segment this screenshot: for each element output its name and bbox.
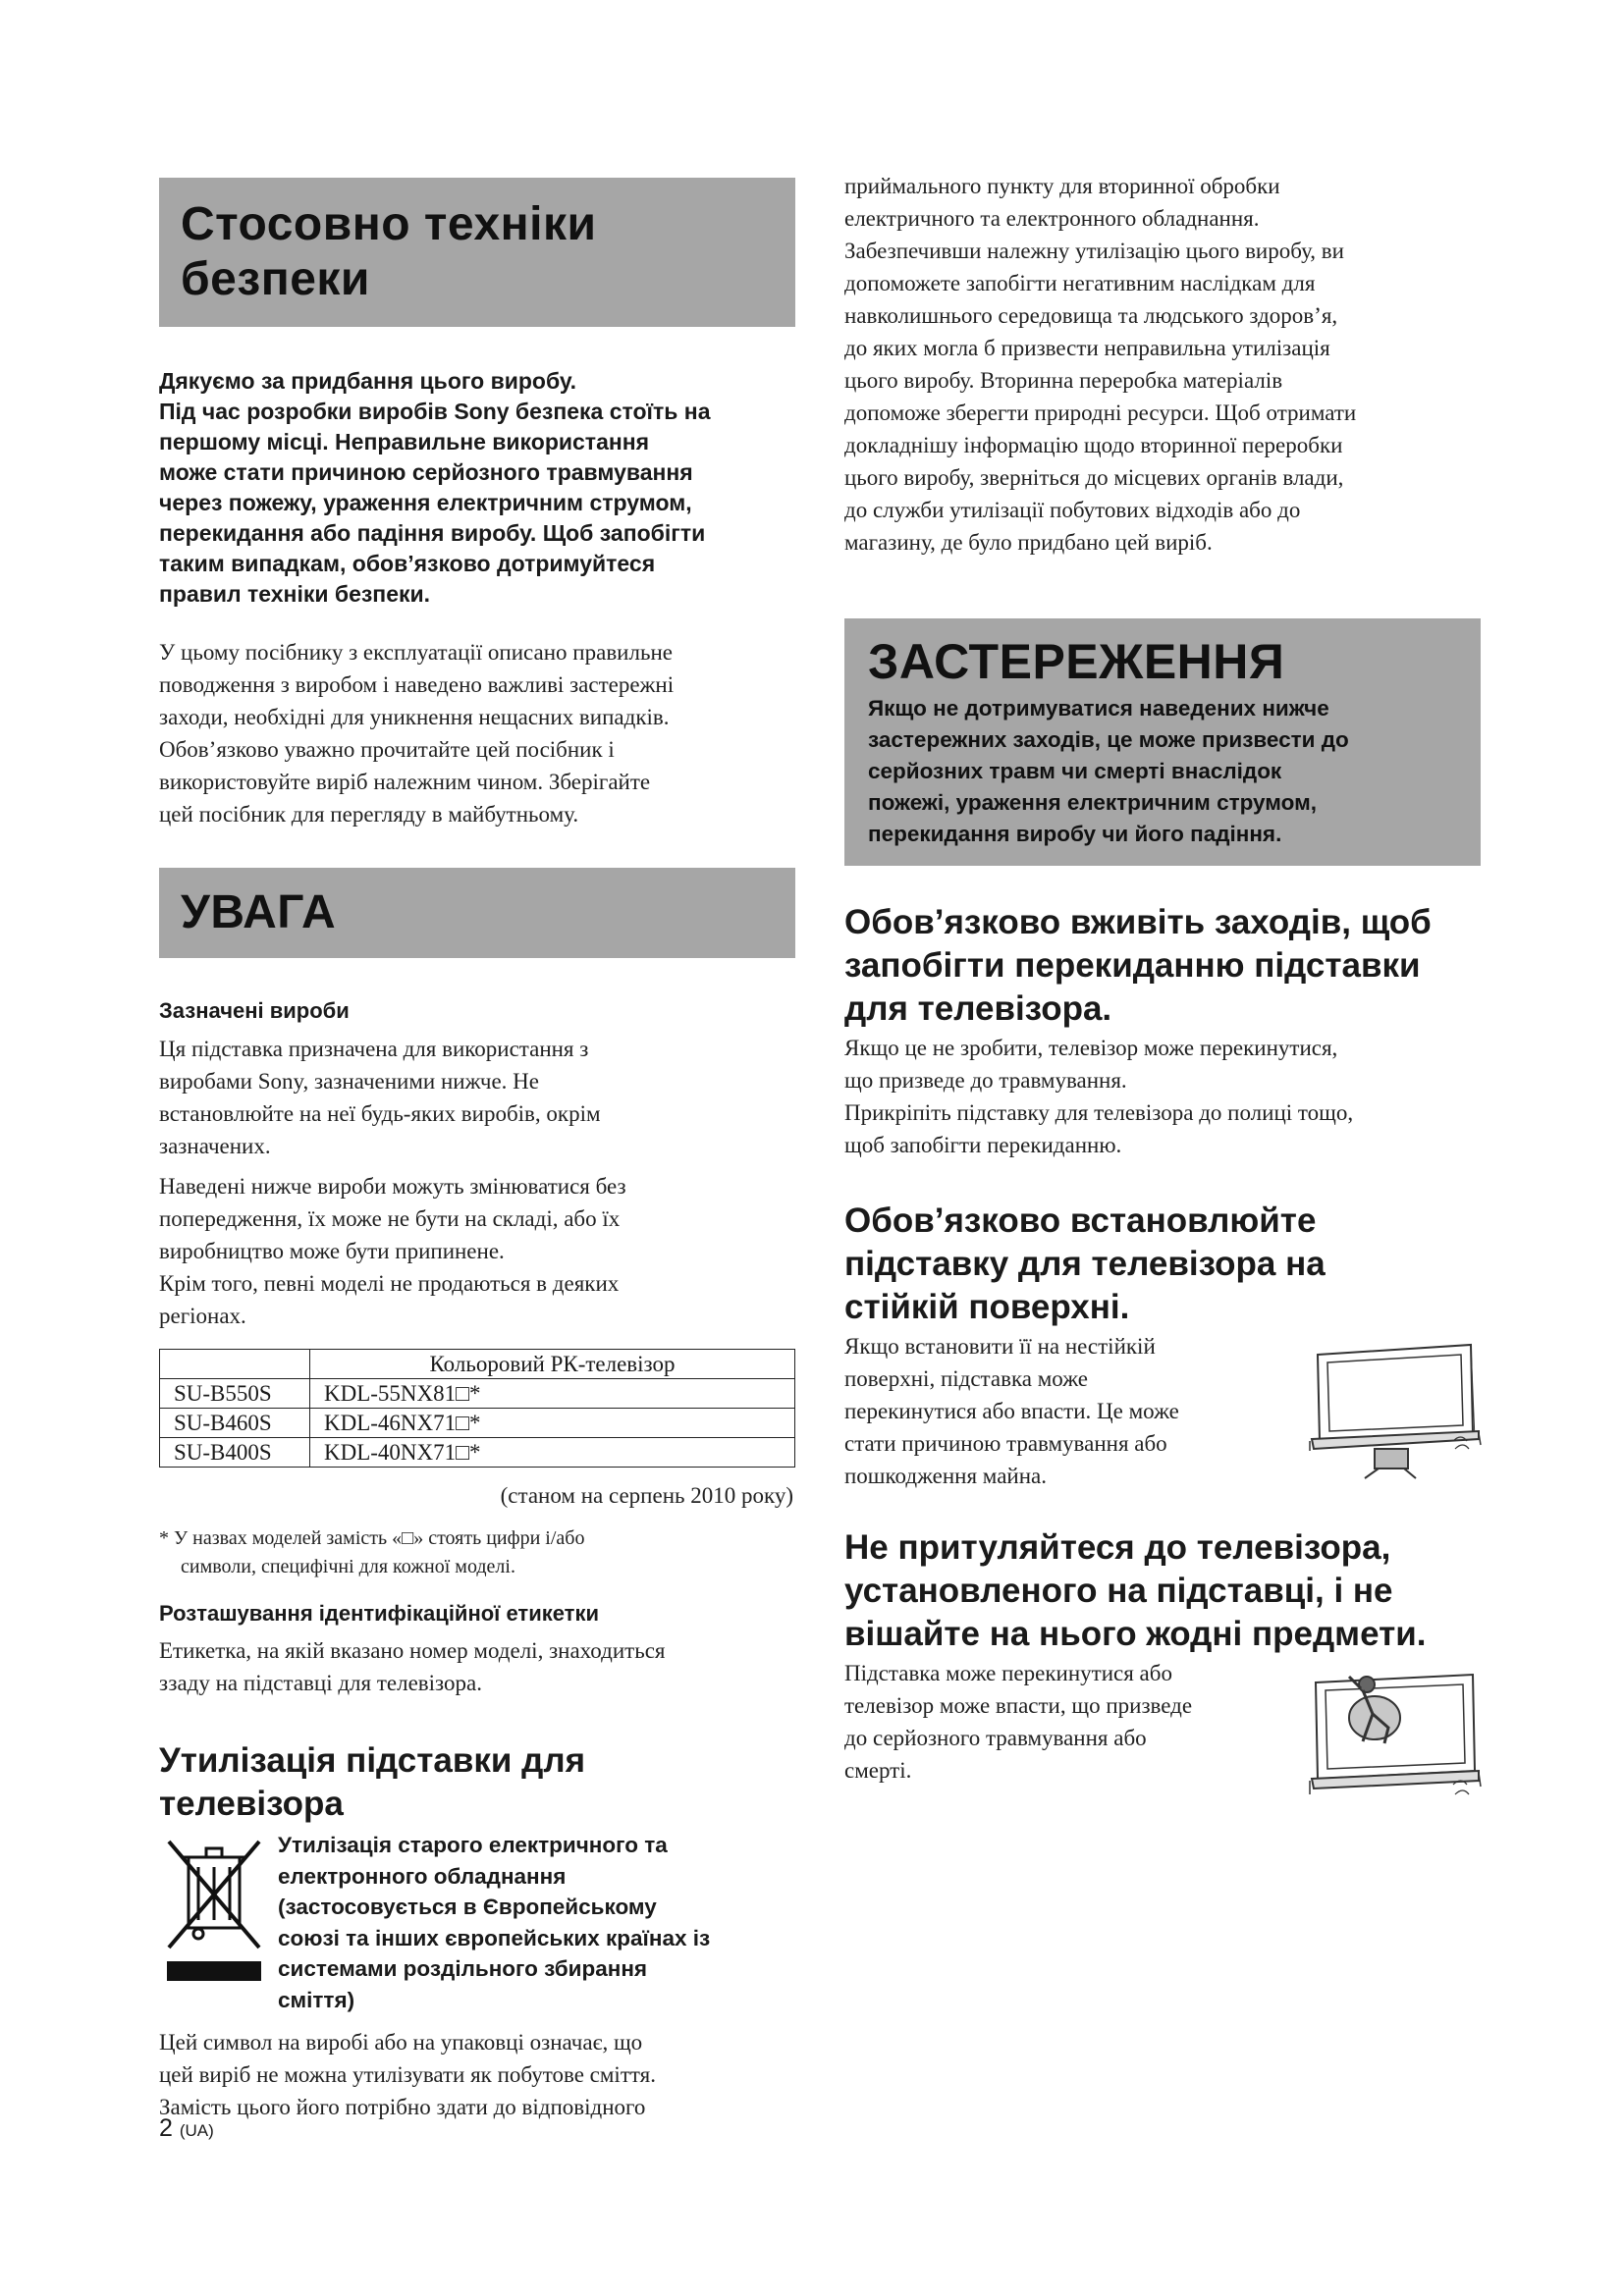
safety-title-line-2: безпеки [181, 253, 370, 305]
section1-heading: Обов’язково вживіть заходів, щоб запобігти перекиданню підставки для телевізора. [844, 903, 1432, 1028]
table-cell-stand: SU-B460S [160, 1409, 310, 1438]
table-row [160, 1379, 795, 1409]
table-cell-stand: SU-B550S [160, 1379, 310, 1409]
warning-banner [844, 618, 1481, 866]
table-header-row [160, 1350, 795, 1379]
table-header-empty [160, 1350, 310, 1379]
disposal-continued: приймального пункту для вторинної обробки електричного та електронного обладнання. Забезпечивши належну утилізацію цього виробу, ви допоможете запобігти негативним наслідкам для навколишнього середовища та людського здоров’я, до яких могла б призвести неправильна утилізація цього виробу. Вторинна переробка матеріалів допоможе зберегти природні ресурси. Щоб отримати докладнішу інформацію щодо вторинної переробки цього виробу, зверніться до місцевих органів влади, до служби утилізації побутових відходів або до магазину, де було придбано цей виріб. [844, 174, 1357, 555]
table-cell-tv: KDL-46NX71□* [310, 1409, 795, 1438]
table-row [160, 1409, 795, 1438]
intro-bold-text: Дякуємо за придбання цього виробу. Під час розробки виробів Sony безпека стоїть на першому місці. Неправильне використання може стати причиною серйозного травмування через пожежу, ураження електричним струмом, перекидання або падіння виробу. Щоб запобігти таким випадкам, обов’язково дотримуйтеся правил техніки безпеки. [159, 368, 711, 607]
unstable-tv-illustration-icon [1306, 1343, 1483, 1480]
disposal-bold-text: Утилізація старого електричного та електронного обладнання (застосовується в Європейському союзі та інших європейських країнах із системами роздільного збирання сміття) [278, 1833, 711, 2012]
label-body: Етикетка, на якій вказано номер моделі, знаходиться ззаду на підставці для телевізора. [159, 1638, 666, 1695]
intro-body-text: У цьому посібнику з експлуатації описано правильне поводження з виробом і наведено важливі застережні заходи, необхідні для уникнення нещасних випадків. Обов’язково уважно прочитайте цей посібник і використовуйте виріб належним чином. Зберігайте цей посібник для перегляду в майбутньому. [159, 640, 675, 827]
page-number-value: 2 [159, 2114, 173, 2142]
caution-title: УВАГА [181, 886, 337, 938]
disposal-heading: Утилізація підставки для телевізора [159, 1741, 586, 1823]
section2-body: Якщо встановити її на нестійкій поверхні, підставка може перекинутися або впасти. Це може стати причиною травмування або пошкодження майна. [844, 1334, 1179, 1488]
products-body-2: Наведені нижче вироби можуть змінюватися без попередження, їх може не бути на складі, або їх виробництво може бути припинене. [159, 1174, 626, 1263]
crossed-bin-icon [159, 1836, 269, 1983]
table-date-note: (станом на серпень 2010 року) [500, 1483, 793, 1508]
table-cell-stand: SU-B400S [160, 1438, 310, 1468]
section3-body: Підставка може перекинутися або телевізор може впасти, що призведе до серйозного травмування або смерті. [844, 1661, 1193, 1783]
section1-body: Якщо це не зробити, телевізор може перекинутися, що призведе до травмування. Прикріпіть підставку для телевізора до полиці тощо, щоб запобігти перекиданню. [844, 1036, 1354, 1157]
table-row [160, 1438, 795, 1468]
warning-title: ЗАСТЕРЕЖЕННЯ [868, 634, 1285, 689]
section2-heading: Обов’язково встановлюйте підставку для телевізора на стійкій поверхні. [844, 1201, 1326, 1326]
models-table [159, 1349, 795, 1468]
products-heading: Зазначені вироби [159, 998, 350, 1023]
safety-banner [159, 178, 795, 327]
disposal-body: Цей символ на виробі або на упаковці означає, що цей виріб не можна утилізувати як побутове сміття. Замість цього його потрібно здати до відповідного [159, 2030, 656, 2119]
products-body-3: Крім того, певні моделі не продаються в деяких регіонах. [159, 1271, 620, 1328]
table-cell-tv: KDL-40NX71□* [310, 1438, 795, 1468]
warning-text: Якщо не дотримуватися наведених нижче застережних заходів, це може призвести до серйозних травм чи смерті внаслідок пожежі, ураження електричним струмом, перекидання виробу чи його падіння. [868, 696, 1349, 846]
page-lang: (UA) [179, 2121, 214, 2140]
table-cell-tv: KDL-55NX81□* [310, 1379, 795, 1409]
products-body-1: Ця підставка призначена для використання з виробами Sony, зазначеними нижче. Не встановлюйте на неї будь-яких виробів, окрім зазначених. [159, 1037, 601, 1158]
caution-banner [159, 868, 795, 958]
section3-heading: Не притуляйтеся до телевізора, установленого на підставці, і не вішайте на нього жодні предмети. [844, 1528, 1427, 1653]
table-header-tv: Кольоровий РК-телевізор [310, 1350, 795, 1379]
hanging-on-tv-illustration-icon [1306, 1669, 1483, 1816]
label-heading: Розташування ідентифікаційної етикетки [159, 1601, 599, 1626]
safety-title-line-1: Стосовно техніки [181, 198, 597, 250]
table-footnote: * У назвах моделей замість «□» стоять цифри і/або символи, специфічні для кожної моделі. [159, 1527, 585, 1577]
page-number [159, 2113, 214, 2146]
